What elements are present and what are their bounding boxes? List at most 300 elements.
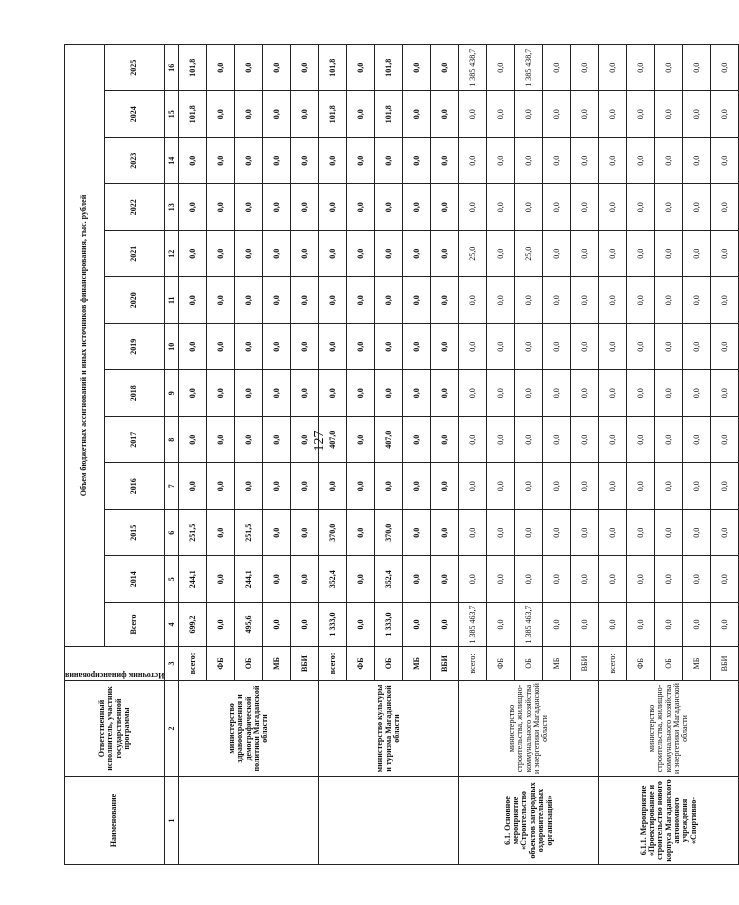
year-value: 0,0	[459, 138, 487, 185]
year-value: 0,0	[599, 510, 627, 557]
column-number: 6	[165, 510, 179, 557]
year-value: 0,0	[627, 510, 655, 557]
year-value: 0,0	[207, 417, 235, 464]
year-value: 0,0	[403, 231, 431, 278]
year-value: 0,0	[655, 556, 683, 603]
year-value: 0,0	[291, 44, 319, 91]
total-value: 0,0	[347, 603, 375, 647]
year-value: 0,0	[431, 138, 459, 185]
year-value: 0,0	[655, 463, 683, 510]
year-value: 0,0	[487, 463, 515, 510]
year-value: 0,0	[655, 417, 683, 464]
total-value: 0,0	[487, 603, 515, 647]
year-value: 0,0	[571, 277, 599, 324]
year-value: 0,0	[515, 138, 543, 185]
total-value: 1 385 463,7	[515, 603, 543, 647]
year-value: 370,0	[375, 510, 403, 557]
total-value: 0,0	[627, 603, 655, 647]
responsible-executor: министерство здравоохранения и демографической политики Магаданской области	[179, 681, 319, 777]
total-value: 0,0	[263, 603, 291, 647]
year-value: 0,0	[375, 370, 403, 417]
year-value: 0,0	[375, 324, 403, 371]
total-value: 0,0	[291, 603, 319, 647]
year-value: 0,0	[347, 91, 375, 138]
year-value: 0,0	[235, 138, 263, 185]
year-value: 0,0	[571, 324, 599, 371]
year-value: 0,0	[683, 231, 711, 278]
table-body	[179, 44, 739, 864]
year-value: 0,0	[403, 44, 431, 91]
year-value: 0,0	[599, 324, 627, 371]
header-total: Всего	[104, 603, 165, 647]
funding-source: МБ	[263, 647, 291, 681]
year-value: 0,0	[683, 463, 711, 510]
year-value: 0,0	[403, 91, 431, 138]
year-value: 0,0	[487, 277, 515, 324]
funding-source: ОБ	[515, 647, 543, 681]
year-value: 0,0	[683, 277, 711, 324]
year-value: 0,0	[487, 44, 515, 91]
year-value: 0,0	[403, 370, 431, 417]
year-value: 0,0	[599, 417, 627, 464]
year-value: 0,0	[571, 510, 599, 557]
year-value: 0,0	[235, 417, 263, 464]
year-value: 0,0	[263, 324, 291, 371]
year-value: 0,0	[207, 324, 235, 371]
funding-source: ВБИ	[571, 647, 599, 681]
year-value: 0,0	[263, 463, 291, 510]
program-item-name: 6.1. Основное мероприятие «Строительство объектов загородных оздоровительных организаций»	[459, 777, 599, 865]
year-value: 0,0	[207, 370, 235, 417]
year-value: 0,0	[459, 370, 487, 417]
year-value: 0,0	[711, 138, 739, 185]
year-value: 1 385 438,7	[515, 44, 543, 91]
year-value: 0,0	[571, 370, 599, 417]
total-value: 0,0	[655, 603, 683, 647]
header-year: 2016	[104, 463, 165, 510]
year-value: 407,0	[375, 417, 403, 464]
year-value: 0,0	[683, 44, 711, 91]
year-value: 0,0	[375, 138, 403, 185]
year-value: 0,0	[515, 324, 543, 371]
header-year: 2024	[104, 91, 165, 138]
year-value: 244,1	[179, 556, 207, 603]
year-value: 0,0	[291, 91, 319, 138]
year-value: 25,0	[515, 231, 543, 278]
year-value: 1 385 438,7	[459, 44, 487, 91]
year-value: 0,0	[599, 556, 627, 603]
total-value: 1 333,0	[375, 603, 403, 647]
year-value: 0,0	[263, 184, 291, 231]
year-value: 0,0	[431, 510, 459, 557]
responsible-executor: министерство строительства, жилищно-коммунального хозяйства и энергетики Магаданской области	[599, 681, 739, 777]
header-year: 2017	[104, 417, 165, 464]
year-value: 0,0	[375, 231, 403, 278]
year-value: 0,0	[263, 277, 291, 324]
year-value: 0,0	[347, 277, 375, 324]
column-number: 9	[165, 370, 179, 417]
year-value: 0,0	[291, 510, 319, 557]
year-value: 0,0	[599, 277, 627, 324]
column-number: 15	[165, 91, 179, 138]
responsible-executor: министерство строительства, жилищно-коммунального хозяйства и энергетики Магаданской области	[459, 681, 599, 777]
year-value: 0,0	[347, 417, 375, 464]
year-value: 0,0	[655, 184, 683, 231]
year-value: 0,0	[291, 463, 319, 510]
year-value: 0,0	[403, 324, 431, 371]
table-row	[179, 44, 207, 864]
header-year: 2023	[104, 138, 165, 185]
year-value: 101,8	[179, 44, 207, 91]
program-item-name	[319, 777, 459, 865]
responsible-executor: министерство культуры и туризма Магаданской области	[319, 681, 459, 777]
total-value: 1 333,0	[319, 603, 347, 647]
year-value: 0,0	[179, 138, 207, 185]
year-value: 0,0	[375, 463, 403, 510]
year-value: 0,0	[543, 370, 571, 417]
budget-table	[64, 44, 739, 865]
funding-source: ФБ	[347, 647, 375, 681]
year-value: 0,0	[683, 138, 711, 185]
total-value: 495,6	[235, 603, 263, 647]
year-value: 0,0	[235, 44, 263, 91]
year-value: 0,0	[431, 556, 459, 603]
year-value: 0,0	[571, 463, 599, 510]
year-value: 0,0	[235, 370, 263, 417]
funding-source: МБ	[543, 647, 571, 681]
year-value: 0,0	[431, 417, 459, 464]
year-value: 0,0	[571, 138, 599, 185]
year-value: 0,0	[291, 417, 319, 464]
year-value: 0,0	[711, 231, 739, 278]
year-value: 0,0	[711, 510, 739, 557]
column-number-row	[165, 44, 179, 864]
year-value: 0,0	[627, 44, 655, 91]
program-item-name: 6.1.1. Мероприятие «Проектирование и строительство нового корпуса Магаданского автономного учреждения «Спортивно-	[599, 777, 739, 865]
year-value: 0,0	[263, 370, 291, 417]
header-name: Наименование	[65, 777, 165, 865]
header-year: 2020	[104, 277, 165, 324]
funding-source: ВБИ	[291, 647, 319, 681]
year-value: 0,0	[347, 556, 375, 603]
year-value: 352,4	[319, 556, 347, 603]
year-value: 0,0	[431, 370, 459, 417]
year-value: 0,0	[207, 556, 235, 603]
year-value: 0,0	[543, 324, 571, 371]
column-number: 11	[165, 277, 179, 324]
column-number: 7	[165, 463, 179, 510]
year-value: 0,0	[543, 91, 571, 138]
total-value: 0,0	[571, 603, 599, 647]
year-value: 0,0	[487, 370, 515, 417]
year-value: 0,0	[627, 463, 655, 510]
year-value: 0,0	[599, 91, 627, 138]
year-value: 0,0	[571, 417, 599, 464]
year-value: 251,5	[179, 510, 207, 557]
year-value: 0,0	[627, 324, 655, 371]
year-value: 0,0	[655, 138, 683, 185]
year-value: 0,0	[263, 231, 291, 278]
year-value: 0,0	[627, 370, 655, 417]
year-value: 0,0	[487, 556, 515, 603]
year-value: 0,0	[207, 184, 235, 231]
header-year: 2014	[104, 556, 165, 603]
total-value: 699,2	[179, 603, 207, 647]
year-value: 0,0	[683, 370, 711, 417]
year-value: 0,0	[487, 324, 515, 371]
year-value: 0,0	[627, 277, 655, 324]
year-value: 0,0	[515, 91, 543, 138]
total-value: 0,0	[403, 603, 431, 647]
year-value: 0,0	[711, 44, 739, 91]
year-value: 0,0	[179, 324, 207, 371]
year-value: 0,0	[235, 184, 263, 231]
year-value: 0,0	[291, 324, 319, 371]
year-value: 0,0	[235, 91, 263, 138]
year-value: 0,0	[487, 91, 515, 138]
year-value: 0,0	[319, 231, 347, 278]
year-value: 0,0	[263, 91, 291, 138]
column-number: 5	[165, 556, 179, 603]
year-value: 0,0	[347, 510, 375, 557]
year-value: 0,0	[347, 324, 375, 371]
year-value: 0,0	[515, 510, 543, 557]
header-year: 2015	[104, 510, 165, 557]
funding-source: ФБ	[487, 647, 515, 681]
year-value: 0,0	[655, 277, 683, 324]
year-value: 0,0	[431, 44, 459, 91]
column-number: 16	[165, 44, 179, 91]
year-value: 0,0	[515, 370, 543, 417]
year-value: 0,0	[683, 324, 711, 371]
header-year: 2019	[104, 324, 165, 371]
year-value: 352,4	[375, 556, 403, 603]
year-value: 0,0	[543, 138, 571, 185]
table-row	[459, 44, 487, 864]
year-value: 0,0	[515, 417, 543, 464]
year-value: 0,0	[711, 556, 739, 603]
year-value: 0,0	[571, 556, 599, 603]
year-value: 0,0	[711, 91, 739, 138]
table-row	[319, 44, 347, 864]
total-value: 0,0	[599, 603, 627, 647]
year-value: 0,0	[179, 231, 207, 278]
year-value: 407,0	[319, 417, 347, 464]
column-number: 1	[165, 777, 179, 865]
year-value: 0,0	[487, 138, 515, 185]
total-value: 0,0	[711, 603, 739, 647]
year-value: 0,0	[431, 324, 459, 371]
funding-source: всего:	[599, 647, 627, 681]
header-year: 2018	[104, 370, 165, 417]
year-value: 0,0	[683, 417, 711, 464]
header-year: 2025	[104, 44, 165, 91]
funding-source: ВБИ	[431, 647, 459, 681]
header-funding-volume: Объем бюджетных ассигнований и иных источников финансирования, тыс. рублей	[65, 44, 105, 646]
year-value: 0,0	[683, 510, 711, 557]
header-year: 2022	[104, 184, 165, 231]
year-value: 0,0	[403, 417, 431, 464]
year-value: 0,0	[627, 91, 655, 138]
year-value: 0,0	[235, 231, 263, 278]
year-value: 0,0	[235, 324, 263, 371]
table-row	[599, 44, 627, 864]
year-value: 0,0	[319, 184, 347, 231]
year-value: 0,0	[179, 370, 207, 417]
year-value: 0,0	[627, 231, 655, 278]
column-number: 4	[165, 603, 179, 647]
funding-source: ВБИ	[711, 647, 739, 681]
year-value: 0,0	[347, 184, 375, 231]
header-source	[65, 647, 165, 681]
year-value: 0,0	[711, 370, 739, 417]
year-value: 0,0	[347, 231, 375, 278]
year-value: 0,0	[403, 510, 431, 557]
year-value: 101,8	[179, 91, 207, 138]
total-value: 1 385 463,7	[459, 603, 487, 647]
year-value: 0,0	[375, 184, 403, 231]
year-value: 0,0	[543, 184, 571, 231]
column-number: 12	[165, 231, 179, 278]
year-value: 0,0	[711, 417, 739, 464]
year-value: 0,0	[571, 184, 599, 231]
column-number: 14	[165, 138, 179, 185]
year-value: 0,0	[291, 370, 319, 417]
year-value: 0,0	[711, 463, 739, 510]
year-value: 0,0	[291, 277, 319, 324]
year-value: 0,0	[655, 370, 683, 417]
year-value: 0,0	[347, 370, 375, 417]
year-value: 0,0	[403, 138, 431, 185]
year-value: 0,0	[347, 138, 375, 185]
year-value: 0,0	[431, 231, 459, 278]
total-value: 0,0	[207, 603, 235, 647]
year-value: 0,0	[207, 277, 235, 324]
year-value: 0,0	[711, 184, 739, 231]
year-value: 0,0	[627, 556, 655, 603]
year-value: 0,0	[599, 370, 627, 417]
year-value: 0,0	[291, 231, 319, 278]
year-value: 101,8	[375, 91, 403, 138]
year-value: 0,0	[599, 138, 627, 185]
year-value: 0,0	[291, 138, 319, 185]
year-value: 0,0	[263, 556, 291, 603]
year-value: 0,0	[543, 463, 571, 510]
total-value: 0,0	[543, 603, 571, 647]
year-value: 0,0	[459, 417, 487, 464]
year-value: 0,0	[459, 510, 487, 557]
year-value: 0,0	[179, 184, 207, 231]
year-value: 0,0	[403, 463, 431, 510]
year-value: 0,0	[319, 463, 347, 510]
year-value: 0,0	[515, 184, 543, 231]
year-value: 0,0	[655, 231, 683, 278]
year-value: 251,5	[235, 510, 263, 557]
funding-source: ФБ	[207, 647, 235, 681]
year-value: 0,0	[263, 44, 291, 91]
year-value: 101,8	[319, 44, 347, 91]
year-value: 0,0	[711, 324, 739, 371]
year-value: 0,0	[207, 44, 235, 91]
year-value: 0,0	[487, 417, 515, 464]
year-value: 0,0	[487, 510, 515, 557]
funding-source: ОБ	[655, 647, 683, 681]
year-value: 0,0	[655, 44, 683, 91]
year-value: 0,0	[459, 91, 487, 138]
year-value: 0,0	[431, 463, 459, 510]
year-value: 25,0	[459, 231, 487, 278]
year-value: 0,0	[291, 184, 319, 231]
year-value: 0,0	[599, 44, 627, 91]
year-value: 0,0	[179, 463, 207, 510]
year-value: 0,0	[403, 556, 431, 603]
year-value: 0,0	[571, 231, 599, 278]
year-value: 0,0	[207, 231, 235, 278]
year-value: 0,0	[431, 277, 459, 324]
funding-source: ОБ	[375, 647, 403, 681]
program-item-name	[179, 777, 319, 865]
year-value: 0,0	[179, 417, 207, 464]
year-value: 0,0	[571, 44, 599, 91]
year-value: 0,0	[319, 324, 347, 371]
year-value: 0,0	[599, 231, 627, 278]
year-value: 0,0	[459, 277, 487, 324]
funding-source: всего:	[179, 647, 207, 681]
year-value: 0,0	[291, 556, 319, 603]
funding-source: всего:	[319, 647, 347, 681]
year-value: 0,0	[543, 231, 571, 278]
year-value: 0,0	[263, 138, 291, 185]
header-responsible: Ответственный исполнитель, участник государственной программы	[65, 681, 165, 777]
column-number: 13	[165, 184, 179, 231]
total-value: 0,0	[431, 603, 459, 647]
year-value: 0,0	[683, 184, 711, 231]
year-value: 0,0	[179, 277, 207, 324]
year-value: 0,0	[207, 91, 235, 138]
funding-source: МБ	[403, 647, 431, 681]
year-value: 0,0	[263, 510, 291, 557]
year-value: 0,0	[627, 138, 655, 185]
year-value: 0,0	[207, 463, 235, 510]
year-value: 0,0	[431, 91, 459, 138]
funding-source: ОБ	[235, 647, 263, 681]
year-value: 101,8	[375, 44, 403, 91]
year-value: 0,0	[627, 417, 655, 464]
year-value: 0,0	[235, 463, 263, 510]
year-value: 101,8	[319, 91, 347, 138]
header-source-text: Источник финансирования	[65, 671, 165, 680]
year-value: 0,0	[263, 417, 291, 464]
funding-source: всего:	[459, 647, 487, 681]
year-value: 0,0	[599, 184, 627, 231]
year-value: 0,0	[459, 463, 487, 510]
year-value: 0,0	[543, 556, 571, 603]
year-value: 0,0	[655, 510, 683, 557]
year-value: 0,0	[319, 277, 347, 324]
year-value: 0,0	[319, 370, 347, 417]
year-value: 0,0	[627, 184, 655, 231]
year-value: 0,0	[207, 510, 235, 557]
year-value: 0,0	[543, 417, 571, 464]
year-value: 0,0	[347, 44, 375, 91]
column-number: 3	[165, 647, 179, 681]
column-number: 8	[165, 417, 179, 464]
year-value: 0,0	[235, 277, 263, 324]
year-value: 0,0	[655, 91, 683, 138]
year-value: 0,0	[515, 556, 543, 603]
funding-source: МБ	[683, 647, 711, 681]
year-value: 0,0	[543, 44, 571, 91]
